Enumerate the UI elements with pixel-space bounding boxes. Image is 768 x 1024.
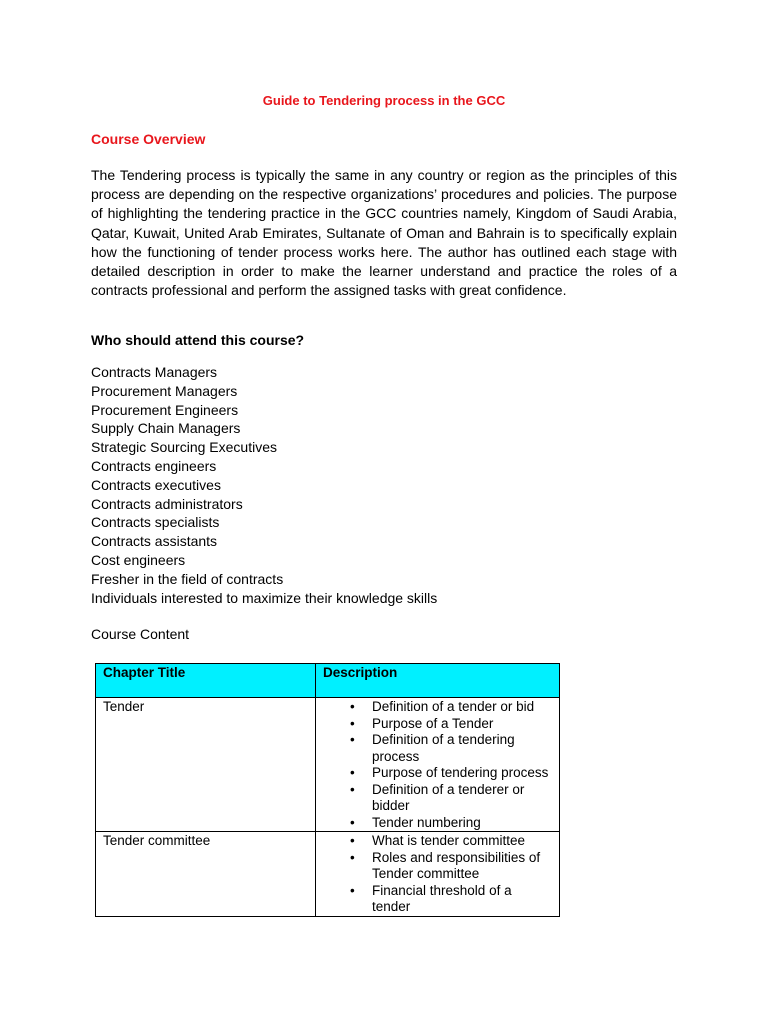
course-overview-heading: Course Overview bbox=[91, 131, 206, 147]
chapter-title-cell: Tender bbox=[96, 698, 316, 832]
header-chapter-title: Chapter Title bbox=[96, 664, 316, 698]
list-item: • Purpose of a Tender bbox=[372, 716, 552, 733]
document-title: Guide to Tendering process in the GCC bbox=[262, 93, 506, 108]
description-cell bbox=[316, 698, 560, 832]
header-description: Description bbox=[316, 664, 560, 698]
list-item: • Purpose of tendering process bbox=[372, 765, 552, 782]
list-item: • Definition of a tenderer or bidder bbox=[372, 782, 552, 815]
audience-item: Strategic Sourcing Executives bbox=[91, 439, 277, 456]
list-item: • Definition of a tender or bid bbox=[372, 699, 552, 716]
audience-item: Contracts assistants bbox=[91, 533, 218, 550]
list-item: • Roles and responsibilities of Tender committee bbox=[372, 850, 552, 883]
list-item: • What is tender committee bbox=[372, 833, 552, 850]
audience-item: Contracts Managers bbox=[91, 364, 218, 380]
list-item: • Financial threshold of a tender bbox=[372, 883, 552, 916]
table-header-row bbox=[96, 664, 560, 698]
audience-item: Contracts engineers bbox=[91, 457, 217, 474]
audience-heading: Who should attend this course? bbox=[91, 332, 305, 348]
audience-item: Contracts specialists bbox=[91, 514, 220, 531]
overview-paragraph: The Tendering process is typically the same in any country or region as the principles of this process are depending on the respective organizations’ procedures and policies. The purpose of highlighting the tendering practice in the GCC countries namely, Kingdom of Saudi Arabia, Qatar, Kuwait, United Arab Emirates, Sultanate of Oman and Bahrain is to specifically explain how the functioning of tender process works here. The author has outlined each stage with detailed description in order to make the learner understand and practice the roles of a contracts professional and perform the assigned tasks with great confidence. bbox=[91, 167, 677, 299]
audience-item: Contracts executives bbox=[91, 476, 221, 493]
description-cell bbox=[316, 832, 560, 917]
audience-item: Individuals interested to maximize their knowledge skills bbox=[91, 589, 438, 606]
description-list bbox=[323, 833, 552, 916]
table-row bbox=[96, 832, 560, 917]
table-row bbox=[96, 698, 560, 832]
audience-item: Supply Chain Managers bbox=[91, 420, 241, 437]
audience-item: Procurement Managers bbox=[91, 382, 238, 399]
description-list bbox=[323, 699, 552, 831]
audience-item: Fresher in the field of contracts bbox=[91, 570, 284, 587]
audience-item: Procurement Engineers bbox=[91, 401, 239, 418]
audience-item: Cost engineers bbox=[91, 551, 186, 568]
course-content-table bbox=[95, 663, 560, 917]
course-content-heading: Course Content bbox=[91, 626, 190, 642]
list-item: • Definition of a tendering process bbox=[372, 732, 552, 765]
list-item: • Tender numbering bbox=[372, 815, 552, 832]
chapter-title-cell: Tender committee bbox=[96, 832, 316, 917]
audience-item: Contracts administrators bbox=[91, 495, 243, 512]
audience-list bbox=[91, 363, 437, 607]
